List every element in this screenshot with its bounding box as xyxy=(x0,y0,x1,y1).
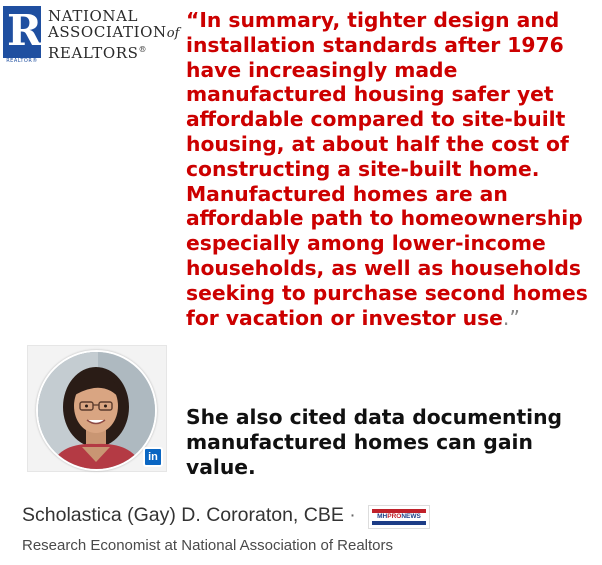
logo-blue-stripe xyxy=(372,521,426,525)
quote-line: affordable path to homeownership xyxy=(186,206,583,231)
name-separator: · xyxy=(349,504,356,526)
person-photo-icon xyxy=(38,352,155,469)
profile-name-text[interactable]: Scholastica (Gay) D. Cororaton, CBE xyxy=(22,504,344,526)
news-text: NEWS xyxy=(401,513,421,520)
quote-line: affordable compared to site-built xyxy=(186,107,566,132)
wordmark-line-1: NATIONAL xyxy=(48,7,139,25)
citation-text xyxy=(186,405,600,479)
quote-line: manufactured housing safer yet xyxy=(186,82,554,107)
profile-name xyxy=(22,503,356,527)
wordmark-association: ASSOCIATION xyxy=(48,23,167,41)
quote-period: . xyxy=(502,305,510,330)
registered-mark: ® xyxy=(138,45,148,54)
mhpronews-logo xyxy=(368,505,430,529)
nar-wordmark xyxy=(48,8,179,61)
quote-line: “In summary, tighter design and xyxy=(186,8,560,32)
quote-line: households, as well as households xyxy=(186,255,581,280)
quote-line-last xyxy=(186,306,600,331)
quote-last-text: for vacation or investor use xyxy=(186,305,503,330)
quote-line: especially among lower-income xyxy=(186,231,546,256)
r-glyph: R xyxy=(7,6,42,55)
quote-text xyxy=(186,8,600,330)
nar-logo xyxy=(0,0,180,70)
closing-quote-mark: ” xyxy=(509,305,520,330)
pro-text: PRO xyxy=(387,513,402,520)
linkedin-icon[interactable]: in xyxy=(143,447,163,467)
wordmark-of: of xyxy=(166,26,180,41)
realtor-mark-caption: REALTOR® xyxy=(6,58,38,64)
quote-line: constructing a site-built home. xyxy=(186,156,540,181)
wordmark-line-3 xyxy=(48,42,179,61)
quote-line: have increasingly made xyxy=(186,57,458,82)
quote-line: seeking to purchase second homes xyxy=(186,280,588,305)
mhpronews-wordmark xyxy=(372,513,426,521)
quote-line: installation standards after 1976 xyxy=(186,32,564,57)
mh-text: MH xyxy=(377,513,388,520)
avatar xyxy=(36,350,157,471)
quote-line: housing, at about half the cost of xyxy=(186,131,569,156)
wordmark-realtors: REALTORS xyxy=(48,44,139,62)
quote-line: Manufactured homes are an xyxy=(186,181,508,206)
profile-headline: Research Economist at National Association of Realtors xyxy=(22,537,394,554)
wordmark-line-2 xyxy=(48,24,179,42)
realtor-r-mark-icon xyxy=(3,6,41,58)
citation-line: value. xyxy=(186,454,256,479)
profile-photo-card xyxy=(27,345,167,472)
citation-line: She also cited data documenting xyxy=(186,405,563,429)
citation-line: manufactured homes can gain xyxy=(186,429,533,454)
